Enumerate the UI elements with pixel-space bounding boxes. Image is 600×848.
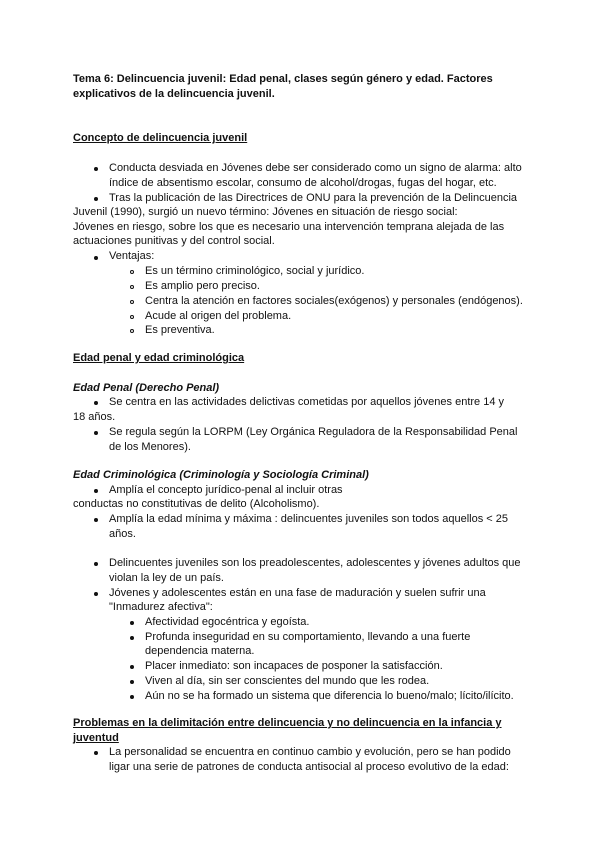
paragraph-line: Tras la publicación de las Directrices de ONU para la prevención de la Delincuencia: [109, 192, 518, 204]
bullet-icon: [94, 489, 98, 493]
bullet-icon: [94, 256, 98, 260]
paragraph-line: La personalidad se encuentra en continuo cambio y evolución, pero se han podido: [109, 746, 511, 758]
list-item: Es preventiva.: [145, 324, 215, 336]
list-item: Viven al día, sin ser conscientes del mundo que les rodea.: [145, 675, 430, 687]
paragraph-line: Jóvenes en riesgo, sobre los que es necesario una intervención temprana alejada de las: [73, 221, 505, 233]
list-item: Aún no se ha formado un sistema que diferencia lo bueno/malo; lícito/ilícito.: [145, 690, 514, 702]
paragraph-line: actuaciones punitivas y del control social.: [73, 235, 275, 247]
list-label-ventajas: Ventajas:: [109, 250, 155, 262]
paragraph-line: Se regula según la LORPM (Ley Orgánica Reguladora de la Responsabilidad Penal: [109, 426, 518, 438]
list-item: Centra la atención en factores sociales(exógenos) y personales (endógenos).: [145, 295, 523, 307]
paragraph-line: Juvenil (1990), surgió un nuevo término: Jóvenes en situación de riesgo social:: [73, 206, 458, 218]
subheading-edad-penal: Edad Penal (Derecho Penal): [73, 382, 220, 394]
document-title-line-1: Tema 6: Delincuencia juvenil: Edad penal, clases según género y edad. Factores: [73, 73, 493, 85]
paragraph-line: violan la ley de un país.: [109, 572, 224, 584]
paragraph-line: Conducta desviada en Jóvenes debe ser considerado como un signo de alarma: alto: [109, 162, 522, 174]
subheading-edad-criminologica: Edad Criminológica (Criminología y Sociología Criminal): [73, 469, 369, 481]
section-heading-problemas-cont: juventud: [73, 732, 119, 744]
paragraph-line: ligar una serie de patrones de conducta antisocial al proceso evolutivo de la edad:: [109, 761, 509, 773]
circle-bullet-icon: [130, 315, 134, 319]
bullet-icon: [94, 197, 98, 201]
bullet-icon: [94, 592, 98, 596]
bullet-icon: [130, 665, 134, 669]
bullet-icon: [94, 518, 98, 522]
paragraph-line: Jóvenes y adolescentes están en una fase de maduración y suelen sufrir una: [109, 587, 486, 599]
section-heading-problemas: Problemas en la delimitación entre delincuencia y no delincuencia en la infancia y: [73, 717, 502, 729]
bullet-icon: [94, 562, 98, 566]
bullet-icon: [94, 431, 98, 435]
list-item: Acude al origen del problema.: [145, 310, 292, 322]
document-title-line-2: explicativos de la delincuencia juvenil.: [73, 88, 275, 100]
paragraph-line: Delincuentes juveniles son los preadolescentes, adolescentes y jóvenes adultos que: [109, 557, 521, 569]
section-heading-concepto: Concepto de delincuencia juvenil: [73, 132, 248, 144]
paragraph-line: Se centra en las actividades delictivas cometidas por aquellos jóvenes entre 14 y: [109, 396, 505, 408]
section-heading-edad: Edad penal y edad criminológica: [73, 352, 245, 364]
paragraph-line: Amplía la edad mínima y máxima : delincuentes juveniles son todos aquellos < 25: [109, 513, 508, 525]
bullet-icon: [94, 167, 98, 171]
paragraph-line: índice de absentismo escolar, consumo de alcohol/drogas, fugas del hogar, etc.: [109, 177, 497, 189]
bullet-icon: [94, 751, 98, 755]
paragraph-line: conductas no constitutivas de delito (Alcoholismo).: [73, 498, 320, 510]
circle-bullet-icon: [130, 329, 134, 333]
paragraph-line: Amplía el concepto jurídico-penal al incluir otras: [109, 484, 343, 496]
paragraph-line: 18 años.: [73, 411, 116, 423]
paragraph-line: "Inmadurez afectiva":: [109, 601, 213, 613]
bullet-icon: [130, 695, 134, 699]
circle-bullet-icon: [130, 270, 134, 274]
paragraph-line: de los Menores).: [109, 441, 191, 453]
list-item: Profunda inseguridad en su comportamiento, llevando a una fuerte: [145, 631, 471, 643]
circle-bullet-icon: [130, 300, 134, 304]
bullet-icon: [130, 636, 134, 640]
circle-bullet-icon: [130, 285, 134, 289]
list-item: Afectividad egocéntrica y egoísta.: [145, 616, 310, 628]
bullet-icon: [94, 401, 98, 405]
paragraph-line: años.: [109, 528, 136, 540]
bullet-icon: [130, 680, 134, 684]
list-item: Placer inmediato: son incapaces de posponer la satisfacción.: [145, 660, 443, 672]
list-item: dependencia materna.: [145, 645, 255, 657]
list-item: Es amplio pero preciso.: [145, 280, 260, 292]
list-item: Es un término criminológico, social y jurídico.: [145, 265, 365, 277]
bullet-icon: [130, 621, 134, 625]
